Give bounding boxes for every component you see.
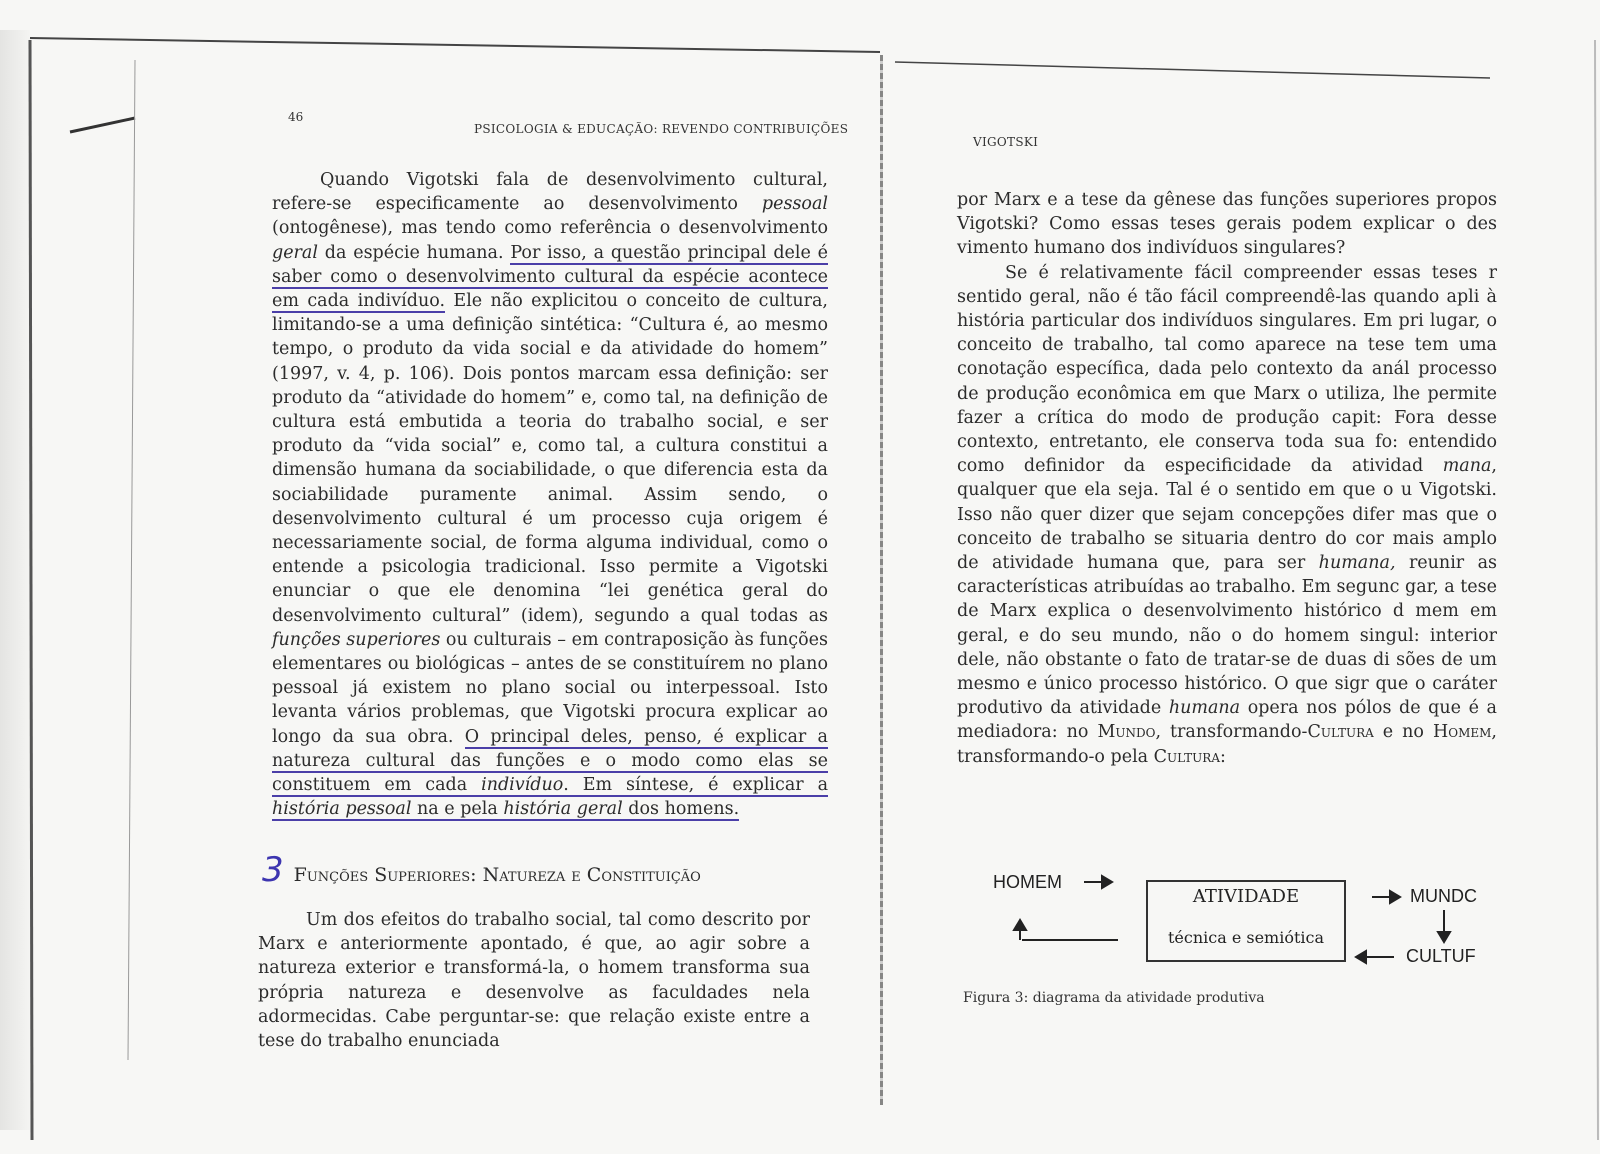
- left-body-text: [272, 168, 828, 821]
- running-head-right: VIGOTSKI: [973, 135, 1039, 149]
- left-page: [20, 40, 880, 1120]
- pen-underline-2: O principal deles, penso, é explicar a natureza cultural das funções e o modo como elas se constituem em cada indivíduo. Em síntese, é explicar a história pessoal na e pela história geral dos homens.: [272, 726, 828, 820]
- section-heading: [262, 850, 701, 890]
- pen-underline-1: Por isso, a questão principal dele é saber como o desenvolvimento cultural da espécie acontece em cada indivíduo.: [272, 242, 829, 312]
- diagram-activity-subtitle: técnica e semiótica: [1167, 928, 1325, 947]
- diagram-label-cultura: CULTUF: [1406, 946, 1476, 966]
- paragraph-2: Um dos efeitos do trabalho social, tal como descrito por Marx e anteriormente apontado, é que, ao agir sobre a natureza exterior e transformá-la, o homem transforma sua própria natureza e desenvolve as faculdades nela adormecidas. Cabe perguntar-se: que relação existe entre a tese do trabalho enunciada: [258, 910, 810, 1052]
- page-gutter: [880, 55, 883, 1105]
- right-body-text: [957, 188, 1497, 769]
- running-head-left: PSICOLOGIA & EDUCAÇÃO: REVENDO CONTRIBUIÇÕES: [474, 122, 849, 136]
- figure-caption: Figura 3: diagrama da atividade produtiva: [963, 990, 1265, 1006]
- paragraph-1: Quando Vigotski fala de desenvolvimento cultural, refere-se especificamente ao desenvolvimento pessoal (ontogênese), mas tendo como referência o desenvolvimento geral da espécie humana. Por isso, a questão principal dele é saber como o desenvolvimento cultural da espécie acontece em cada indivíduo. Ele não explicitou o conceito de cultura, limitando-se a uma definição sintética: “Cultura é, ao mesmo tempo, o produto da vida social e da atividade do homem” (1997, v. 4, p. 106). Dois pontos marcam essa definição: ser produto da “atividade do homem” e, como tal, na definição de cultura está embutida a teoria do trabalho social, e ser produto da “vida social” e, como tal, a cultura constitui a dimensão humana da sociabilidade, o que diferencia esta da sociabilidade puramente animal. Assim sendo, o desenvolvimento cultural é um processo cuja origem é necessariamente social, de forma alguma individual, como o entende a psicologia tradicional. Isso permite a Vigotski enunciar o que ele denomina “lei genética geral do desenvolvimento cultural” (idem), segundo a qual todas as funções superiores ou culturais – em contraposição às funções elementares ou biológicas – antes de se constituírem no plano pessoal já existem no plano social ou interpessoal. Isto levanta vários problemas, que Vigotski procura explicar ao longo da sua obra. O principal deles, penso, é explicar a natureza cultural das funções e o modo como elas se constituem em cada indivíduo. Em síntese, é explicar a história pessoal na e pela história geral dos homens.: [272, 170, 829, 820]
- left-body-text-2: [258, 908, 810, 1053]
- section-number: 3: [262, 850, 284, 890]
- section-title: Funções Superiores: Natureza e Constituição: [293, 864, 701, 886]
- diagram-label-homem: HOMEM: [993, 872, 1062, 892]
- right-paragraph-2: Se é relativamente fácil compreender essas teses r sentido geral, não é tão fácil compreendê-las quando apli à história particular dos indivíduos singulares. Em pri lugar, o conceito de trabalho, tal como aparece na tese tem uma conotação específica, dada pelo contexto da anál processo de produção econômica em que Marx o utiliza, lhe permite fazer a crítica do modo de produção capit: Fora desse contexto, entretanto, ele conserva toda sua fo: entendido como definidor da especificidade da atividad mana, qualquer que ela seja. Tal é o sentido em que o u Vigotski. Isso não quer dizer que sejam concepções difer mas que o conceito de trabalho se situaria dentro do cor mais amplo de atividade humana que, para ser humana, reunir as características atribuídas ao trabalho. Em segunc gar, a tese de Marx explica o desenvolvimento histórico d mem em geral, e do seu mundo, não o do homem singul: interior dele, não obstante o fato de tratar-se de duas di sões de um mesmo e único processo histórico. O que sigr que o caráter produtivo da atividade humana opera nos pólos de que é a mediadora: no Mundo, transformando-Cultura e no Homem, transformando-o pela Cultura:: [957, 262, 1498, 767]
- page-number: 46: [288, 110, 304, 124]
- diagram-activity-title: ATIVIDADE: [1192, 886, 1300, 907]
- diagram-activity-box: [1146, 880, 1346, 962]
- diagram-label-mundo: MUNDC: [1410, 886, 1477, 906]
- right-paragraph-1: por Marx e a tese da gênese das funções superiores propos Vigotski? Como essas teses gerais podem explicar o des vimento humano dos indivíduos singulares?: [957, 190, 1497, 259]
